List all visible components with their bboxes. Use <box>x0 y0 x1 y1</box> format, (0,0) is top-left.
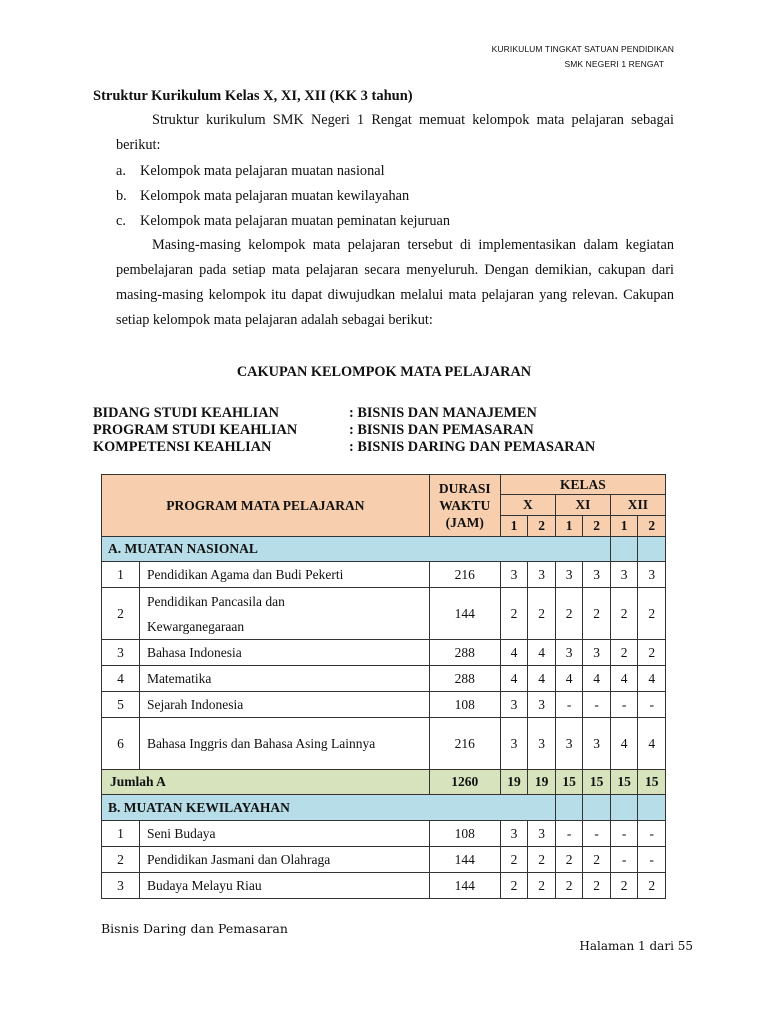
head-kelas: KELAS <box>500 475 665 495</box>
head-grade-x: X <box>500 495 555 516</box>
cell-value: - <box>555 692 583 718</box>
cell-value: - <box>638 821 666 847</box>
cell-value: 2 <box>500 873 528 899</box>
cell-value: - <box>638 692 666 718</box>
cell-value: 4 <box>638 666 666 692</box>
cell-value: 2 <box>500 847 528 873</box>
cell-value: 2 <box>555 847 583 873</box>
head-semester: 2 <box>528 516 556 537</box>
header-line-1: KURIKULUM TINGKAT SATUAN PENDIDIKAN <box>491 44 674 54</box>
cell-duration: 288 <box>429 640 500 666</box>
cell-subject: Sejarah Indonesia <box>139 692 429 718</box>
body-text: Masing-masing kelompok mata pelajaran tersebut di implementasikan dalam kegiatan pembelajaran pada setiap mata pelajaran secara menyeluruh. Dengan demikian, cakupan dari masing-masing kelompok itu dapat diwujudkan melalui mata pelajaran yang relevan. Cakupan setiap kelompok mata pelajaran adalah sebagai berikut: <box>116 237 674 328</box>
cell-no: 4 <box>102 666 140 692</box>
cell-value: - <box>638 847 666 873</box>
total-value: 19 <box>500 770 528 795</box>
cell-value: 3 <box>500 821 528 847</box>
cell-value: 2 <box>555 588 583 640</box>
list-marker: b. <box>116 188 127 204</box>
cell-value: 2 <box>528 588 556 640</box>
cell-duration: 288 <box>429 666 500 692</box>
cell-value: 4 <box>528 666 556 692</box>
cell-no: 1 <box>102 821 140 847</box>
cell-no: 3 <box>102 640 140 666</box>
meta-row <box>93 422 595 439</box>
cell-value: 3 <box>638 562 666 588</box>
cell-value: 2 <box>610 588 638 640</box>
meta-row <box>93 405 595 422</box>
list-item <box>116 184 450 209</box>
cell-value: 2 <box>555 873 583 899</box>
total-value: 15 <box>610 770 638 795</box>
list-text: Kelompok mata pelajaran muatan nasional <box>140 163 385 179</box>
head-program: PROGRAM MATA PELAJARAN <box>102 475 430 537</box>
table-row <box>102 562 666 588</box>
table-row <box>102 692 666 718</box>
total-value: 15 <box>555 770 583 795</box>
head-grade-xii: XII <box>610 495 665 516</box>
cell-value: - <box>610 692 638 718</box>
cell-value: 4 <box>555 666 583 692</box>
cell-duration: 144 <box>429 873 500 899</box>
cell-value: 3 <box>555 718 583 770</box>
cell-value: 2 <box>583 588 611 640</box>
meta-value: : BISNIS DAN MANAJEMEN <box>349 405 537 421</box>
cell-value: 3 <box>528 692 556 718</box>
head-semester: 2 <box>583 516 611 537</box>
section-a-label: A. MUATAN NASIONAL <box>102 537 611 562</box>
cell-no: 1 <box>102 562 140 588</box>
head-semester: 1 <box>555 516 583 537</box>
table-row <box>102 588 666 640</box>
meta-key: KOMPETENSI KEAHLIAN <box>93 439 272 455</box>
cell-duration: 144 <box>429 588 500 640</box>
cell-duration: 108 <box>429 692 500 718</box>
cell-value: - <box>583 692 611 718</box>
cell-value: 4 <box>500 666 528 692</box>
cell-value: - <box>583 821 611 847</box>
total-value: 15 <box>638 770 666 795</box>
cell-subject: Matematika <box>139 666 429 692</box>
cell-subject: Pendidikan Jasmani dan Olahraga <box>139 847 429 873</box>
cell-value: 2 <box>528 873 556 899</box>
head-grade-xi: XI <box>555 495 610 516</box>
head-semester: 1 <box>500 516 528 537</box>
table-row <box>102 873 666 899</box>
cell-no: 2 <box>102 847 140 873</box>
cell-value: 4 <box>638 718 666 770</box>
head-durasi-1: DURASI <box>438 481 491 496</box>
cell-value: 2 <box>638 873 666 899</box>
cell-value: 3 <box>500 562 528 588</box>
cell-value: 3 <box>500 692 528 718</box>
total-value: 19 <box>528 770 556 795</box>
cell-value: 2 <box>528 847 556 873</box>
cell-value: 3 <box>583 640 611 666</box>
cell-subject: Bahasa Inggris dan Bahasa Asing Lainnya <box>139 718 429 770</box>
cell-value: 3 <box>555 640 583 666</box>
cell-subject: Pendidikan Pancasila dan Kewarganegaraan <box>139 588 429 640</box>
meta-row <box>93 439 595 456</box>
cell-value: 3 <box>528 821 556 847</box>
head-durasi-3: (JAM) <box>445 515 484 530</box>
cell-value: 2 <box>500 588 528 640</box>
meta-key: PROGRAM STUDI KEAHLIAN <box>93 422 298 438</box>
head-semester: 1 <box>610 516 638 537</box>
section-row <box>102 795 666 821</box>
cell-duration: 216 <box>429 562 500 588</box>
table-row <box>102 847 666 873</box>
section-fill <box>610 795 638 821</box>
cell-value: 4 <box>528 640 556 666</box>
head-durasi-2: WAKTU <box>439 498 491 513</box>
list-item <box>116 209 450 234</box>
section-row <box>102 537 666 562</box>
cell-value: 2 <box>610 640 638 666</box>
cell-value: 3 <box>610 562 638 588</box>
total-label: Jumlah A <box>102 770 430 795</box>
cell-no: 6 <box>102 718 140 770</box>
body-paragraph <box>116 233 674 333</box>
cell-value: 2 <box>583 873 611 899</box>
cell-no: 3 <box>102 873 140 899</box>
cell-duration: 144 <box>429 847 500 873</box>
cell-value: 2 <box>583 847 611 873</box>
cell-value: 4 <box>610 718 638 770</box>
footer-page-number: Halaman 1 dari 55 <box>579 939 693 953</box>
cell-value: 4 <box>583 666 611 692</box>
cell-value: 3 <box>500 718 528 770</box>
section-fill <box>583 795 611 821</box>
total-row <box>102 770 666 795</box>
cell-value: 3 <box>528 718 556 770</box>
cell-subject: Pendidikan Agama dan Budi Pekerti <box>139 562 429 588</box>
cell-value: 3 <box>528 562 556 588</box>
total-value: 15 <box>583 770 611 795</box>
list-text: Kelompok mata pelajaran muatan kewilayahan <box>140 188 410 204</box>
footer-program: Bisnis Daring dan Pemasaran <box>101 921 288 936</box>
cell-value: 4 <box>610 666 638 692</box>
cell-value: - <box>555 821 583 847</box>
cell-value: - <box>610 847 638 873</box>
list-text: Kelompok mata pelajaran muatan peminatan kejuruan <box>140 213 451 229</box>
cell-value: 2 <box>638 588 666 640</box>
group-list <box>116 159 450 234</box>
section-fill <box>610 537 638 562</box>
table-row <box>102 718 666 770</box>
head-durasi <box>429 475 500 537</box>
cell-value: 4 <box>500 640 528 666</box>
cell-no: 2 <box>102 588 140 640</box>
cell-value: 2 <box>638 640 666 666</box>
meta-value: : BISNIS DAN PEMASARAN <box>349 422 534 438</box>
section-fill <box>555 795 583 821</box>
total-duration: 1260 <box>429 770 500 795</box>
meta-block <box>93 405 595 456</box>
cell-value: 3 <box>583 718 611 770</box>
intro-paragraph <box>116 108 674 158</box>
section-b-label: B. MUATAN KEWILAYAHAN <box>102 795 556 821</box>
cell-duration: 108 <box>429 821 500 847</box>
table-row <box>102 640 666 666</box>
meta-key: BIDANG STUDI KEAHLIAN <box>93 405 279 421</box>
cell-value: 3 <box>555 562 583 588</box>
cell-subject: Seni Budaya <box>139 821 429 847</box>
table-title: CAKUPAN KELOMPOK MATA PELAJARAN <box>236 364 532 380</box>
header-line-2: SMK NEGERI 1 RENGAT <box>564 59 664 69</box>
meta-value: : BISNIS DARING DAN PEMASARAN <box>349 439 596 455</box>
table-row <box>102 666 666 692</box>
table-row <box>102 821 666 847</box>
cell-duration: 216 <box>429 718 500 770</box>
cell-value: - <box>610 821 638 847</box>
section-fill <box>638 537 666 562</box>
cell-subject: Budaya Melayu Riau <box>139 873 429 899</box>
running-header <box>492 42 674 72</box>
cell-subject: Bahasa Indonesia <box>139 640 429 666</box>
cell-no: 5 <box>102 692 140 718</box>
list-item <box>116 159 450 184</box>
intro-text: Struktur kurikulum SMK Negeri 1 Rengat memuat kelompok mata pelajaran sebagai berikut: <box>116 112 674 153</box>
cell-value: 2 <box>610 873 638 899</box>
curriculum-table <box>101 474 666 899</box>
list-marker: a. <box>116 163 126 179</box>
head-semester: 2 <box>638 516 666 537</box>
section-title: Struktur Kurikulum Kelas X, XI, XII (KK 3 tahun) <box>93 88 413 104</box>
list-marker: c. <box>116 213 126 229</box>
section-fill <box>638 795 666 821</box>
cell-value: 3 <box>583 562 611 588</box>
